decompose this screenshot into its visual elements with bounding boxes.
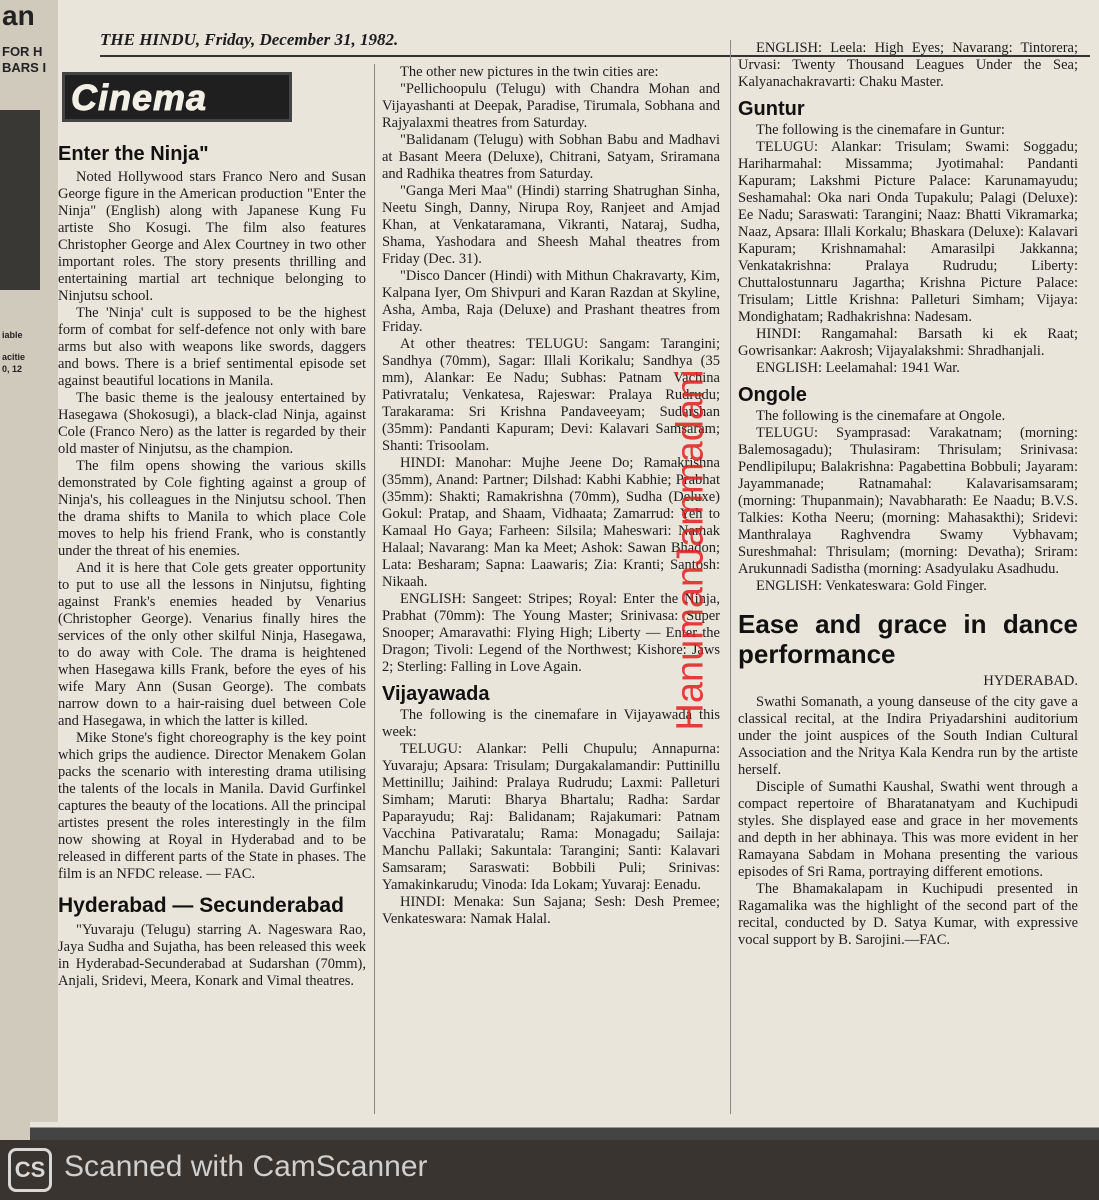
article-paragraph: The Bhamakalapam in Kuchipudi presented in Ragamalika was the highlight of the second part of the recital, conducted by D. Satya Kumar, with expressive vocal support by B. Sarojini.—FAC. bbox=[738, 881, 1078, 948]
article-paragraph: "Ganga Meri Maa" (Hindi) starring Shatrughan Sinha, Neetu Singh, Danny, Nirupa Roy, Ranjeet and Amjad Khan, at Venkataramana, Vikranti, Nataraj, Sudha, Shama, Yashodara and Sheesh Mahal theatres from Friday (Dec. 31). bbox=[382, 183, 720, 267]
subhead-hyderabad-secunderabad: Hyderabad — Secunderabad bbox=[58, 894, 344, 917]
article-paragraph: At other theatres: TELUGU: Sangam: Tarangini; Sandhya (70mm), Sagar: Illali Korikalu; Sandhya (35 mm), Alankar: Ee Nadu; Subhas: Patnam Vachina Pativratalu; Venkatesa, Rajeswar: Pralaya Rudrudu; Tarakarama: Sri Krishna Pandaveeyam; Sudarshan (35mm): Pandanti Kapuram; Devi: Kalavari Samsaram; Shanti: Trisoolam. bbox=[382, 336, 720, 454]
section-banner bbox=[62, 72, 292, 122]
column-1 bbox=[58, 140, 366, 990]
article-paragraph: Mike Stone's fight choreography is the key point which grips the audience. Director Menakem Golan packs the scenario with interesting drama utilising the talents of the locals in Manila. David Gurfinkel captures the beauty of the locations. All the principal artistes present the roles interestingly in the film now showing at Royal in Hyderabad and to be released in different parts of the State in phases. The film is an NFDC release. — FAC. bbox=[58, 730, 366, 882]
edge-fragment: an bbox=[2, 0, 35, 31]
article-paragraph: "Balidanam (Telugu) with Sobhan Babu and Madhavi at Basant Meera (Deluxe), Chitrani, Satyam, Sriramana and Radhika theatres from Saturday. bbox=[382, 132, 720, 182]
edge-fragment: iable bbox=[2, 330, 23, 340]
scanner-footer bbox=[0, 1140, 1099, 1200]
edge-photo bbox=[0, 110, 40, 290]
headline-dance-performance: Ease and grace in dance performance bbox=[738, 609, 1078, 669]
bottom-rule bbox=[30, 1122, 1099, 1140]
article-paragraph: TELUGU: Alankar: Pelli Chupulu; Annapurna: Yuvaraju; Apsara: Trisulam; Durgakalamandir: Puttinillu Mettinillu; Jaihind: Pralaya Rudrudu; Laxmi: Palleturi Simham; Maruti: Bharya Bhartalu; Radha: Sardar Paparayudu; Raj: Balidanam; Rajakumari: Patnam Vacchina Pativaratalu; Rama: Monagadu; Sailaja: Manchu Pallaki; Sakuntala: Tarangini; Santi: Kalavari Samsaram; Saraswati: Bobbili Puli; Srinivas: Yamakinkarudu; Vinoda: Ida Lokam; Yuvaraj: Eenadu. bbox=[382, 741, 720, 893]
masthead: THE HINDU, Friday, December 31, 1982. bbox=[100, 30, 399, 49]
article-paragraph: Noted Hollywood stars Franco Nero and Susan George figure in the American production "Enter the Ninja" (English) along with Japanese Kung Fu artiste Sho Kosugi. The film also features Christopher George and Alex Courtney in two other important roles. The story presents thrilling and entertaining martial art technique belonging to Ninjutsu school. bbox=[58, 169, 366, 304]
article-paragraph: ENGLISH: Leela: High Eyes; Navarang: Tintorera; Urvasi: Twenty Thousand Leagues Under the Sea; Kalyanachakravarti: Chaku Master. bbox=[738, 40, 1078, 90]
article-paragraph: The following is the cinemafare at Ongole. bbox=[756, 408, 1006, 424]
article-paragraph: TELUGU: Alankar: Trisulam; Swami: Soggadu; Hariharmahal: Missamma; Jyotimahal: Pandanti Kapuram; Lakshmi Picture Palace: Karunamayudu; Seshamahal: Oka nari Onda Tupakulu; Palagi (Deluxe): Ee Nadu; Saraswati: Tarangini; Naaz: Bhatti Vikramarka; Naaz, Apsara: Illali Korkalu; Bhaskara (Deluxe): Kalavari Kapuram; Krishnamahal: Amarasilpi Jakkanna; Venkatakrishna: Pralaya Rudrudu; Liberty: Chuttalostunnaru Jagartha; Krishna Picture Palace: Trisulam; Little Krishna: Palleturi Simham; Vijaya: Mondighatam; Radhakrishna: Nadesam. bbox=[738, 139, 1078, 325]
edge-fragment: 0, 12 bbox=[2, 364, 23, 374]
column-divider bbox=[730, 40, 731, 1114]
article-paragraph: The other new pictures in the twin cities are: bbox=[400, 64, 659, 80]
article-paragraph: "Disco Dancer (Hindi) with Mithun Chakravarty, Kim, Kalpana Iyer, Om Shivpuri and Karan Razdan at Skyline, Asha, Amba, Raja (Deluxe) and Prashant theatres from Friday. bbox=[382, 268, 720, 335]
edge-fragment: acitie bbox=[2, 352, 26, 362]
headline-enter-the-ninja: Enter the Ninja" bbox=[58, 143, 209, 165]
adjacent-page-edge bbox=[0, 0, 58, 1140]
scanner-credit: Scanned with CamScanner bbox=[64, 1150, 428, 1183]
article-body bbox=[58, 169, 366, 883]
article-paragraph: The film opens showing the various skills demonstrated by Cole fighting against a group of Ninja's, his colleagues in the Ninjutsu school. Then the drama shifts to Manila to which place Cole moves to help his friend Frank, who is constantly under the threat of his enemies. bbox=[58, 458, 366, 559]
article-paragraph: "Yuvaraju (Telugu) starring A. Nageswara Rao, Jaya Sudha and Sujatha, has been released this week in Hyderabad-Secunderabad at Sudarshan (70mm), Anjali, Sridevi, Meera, Konark and Vimal theatres. bbox=[58, 922, 366, 989]
edge-fragment: FOR H bbox=[2, 44, 43, 59]
camscanner-logo-icon: CS bbox=[8, 1148, 52, 1192]
article-paragraph: HINDI: Manohar: Mujhe Jeene Do; Ramakrishna (35mm), Anand: Partner; Dilshad: Kabhi Kabhie; Prabhat (35mm): Shakti; Ramakrishna (70mm), Sudha (Deluxe) Gokul: Pratap, and Shaam, Vidhaata; Zamarrud: Yeh to Kamaal Ho Gaya; Farheen: Silsila; Maheswari: Namak Halaal; Navarang: Man ka Meet; Ashok: Sawan Bhadon; Lata: Besharam; Sapna: Laawaris; Zia: Kranti; Santosh: Nikaah. bbox=[382, 455, 720, 590]
section-banner-label: Cinema bbox=[71, 77, 208, 118]
article-paragraph: The 'Ninja' cult is supposed to be the highest form of combat for self-defence not only with bare arms but also with weapons like swords, daggers and bows. There is a brief sentimental episode set against beautiful locations in Manila. bbox=[58, 305, 366, 389]
article-paragraph: Swathi Somanath, a young danseuse of the city gave a classical recital, at the Indira Priyadarshini auditorium under the joint auspices of the South Indian Cultural Association and the Nritya Kala Kendra run by the artiste herself. bbox=[738, 694, 1078, 778]
article-paragraph: ENGLISH: Sangeet: Stripes; Royal: Enter the Ninja, Prabhat (70mm): The Young Master; Srinivasa: Super Snooper; Amaravathi: Flying High; Liberty — Enter the Dragon; Tivoli: Legend of the Northwest; Kishore: Jaws 2; Sterling: Falling in Love Again. bbox=[382, 591, 720, 675]
article-paragraph: TELUGU: Syamprasad: Varakatnam; (morning: Balemosagadu); Thulasiram: Thrisulam; Srinivasa: Pendlipilupu; Balakrishna: Pagabettina Bobbuli; Jayaram: Jayammanade; Ratnamahal: Kalavarisamsaram; (morning: Thupanmain); Navabharath: Ee Naadu; B.V.S. Talkies: Kotha Neeru; (morning: Mahasakthi); Sridevi: Manthralaya Raghvendra Swamy Vybhavam; Sureshmahal: Thrisulam; (morning: Devatha); Sriram: Arukunnadi Sadistha (morning: Asadyulaku Asadhudu. bbox=[738, 425, 1078, 577]
article-paragraph: HINDI: Rangamahal: Barsath ki ek Raat; Gowrisankar: Aakrosh; Vijayalakshmi: Shradhanjali. bbox=[738, 326, 1078, 359]
article-paragraph: The following is the cinemafare in Guntur: bbox=[756, 122, 1005, 138]
article-paragraph: "Pellichoopulu (Telugu) with Chandra Mohan and Vijayashanti at Deepak, Paradise, Tirumala, Sobhana and Rajyalaxmi theatres from Saturday. bbox=[382, 81, 720, 131]
watermark-text: HanumanJammadani bbox=[669, 369, 712, 731]
article-paragraph: The basic theme is the jealousy entertained by Hasegawa (Shokosugi), a black-clad Ninja, against Cole (Franco Nero) as the latter is regarded by their old master of Ninjutsu, as the champion. bbox=[58, 390, 366, 457]
column-3 bbox=[738, 40, 1078, 949]
edge-fragment: BARS I bbox=[2, 60, 47, 75]
article-paragraph: And it is here that Cole gets greater opportunity to put to use all the lessons in Ninjutsu, fighting against Frank's enemies headed by Venarius (Christopher George). Venarius finally hires the services of the only other skilful Ninja, Hasegawa, to do away with Cole. The drama is heightened when Hasegawa kills Frank, before the eyes of his wife Mary Ann (Susan George). The combats narrow down to a hair-raising duel between Cole and Hasegawa, in which the latter is killed. bbox=[58, 560, 366, 729]
article-paragraph: The following is the cinemafare in Vijayawada this week: bbox=[382, 707, 720, 740]
subhead-guntur: Guntur bbox=[738, 98, 805, 120]
article-paragraph: ENGLISH: Venkateswara: Gold Finger. bbox=[756, 578, 987, 594]
column-divider bbox=[374, 64, 375, 1114]
subhead-vijayawada: Vijayawada bbox=[382, 683, 490, 705]
dateline: HYDERABAD. bbox=[983, 673, 1078, 689]
article-paragraph: HINDI: Menaka: Sun Sajana; Sesh: Desh Premee; Venkateswara: Namak Halal. bbox=[382, 894, 720, 927]
subhead-ongole: Ongole bbox=[738, 384, 807, 406]
article-paragraph: ENGLISH: Leelamahal: 1941 War. bbox=[756, 360, 960, 376]
article-paragraph: Disciple of Sumathi Kaushal, Swathi went through a compact repertoire of Bharatanatyam and Kuchipudi styles. She displayed ease and grace in her movements and depth in her abhinaya. This was more evident in her Ramayana Sabdam in Mohana presenting the various episodes of Sri Rama, portraying different emotions. bbox=[738, 779, 1078, 880]
handwritten-watermark bbox=[668, 240, 714, 860]
